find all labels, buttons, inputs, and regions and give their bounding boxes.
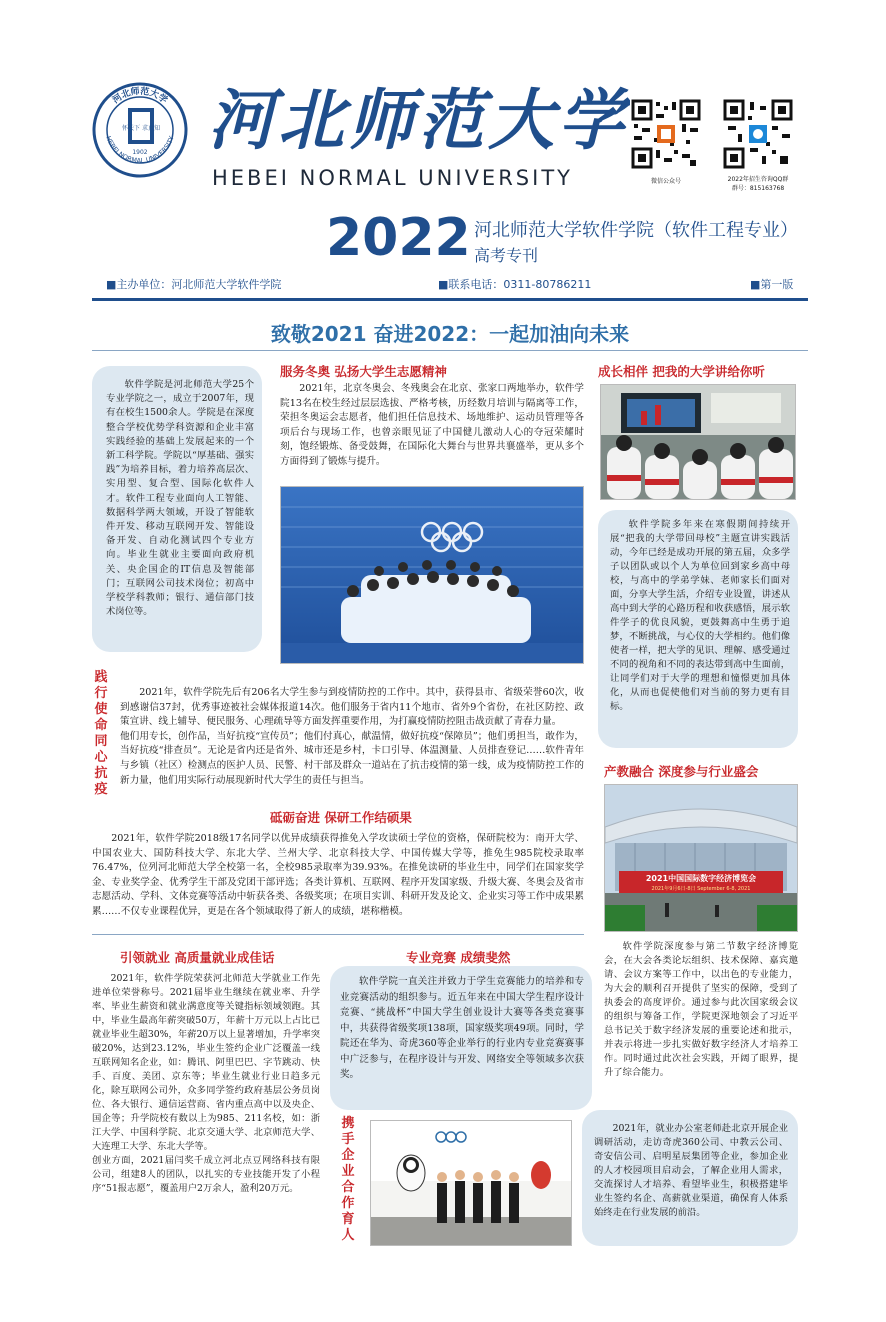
enterprise-visit-photo xyxy=(370,1120,572,1246)
contest-title: 专业竞赛 成绩斐然 xyxy=(406,950,511,965)
seal-bottom-text: HEBEI NORMAL UNIVERSITY xyxy=(104,135,176,165)
intro-box xyxy=(92,366,262,652)
expo-title: 产教融合 深度参与行业盛会 xyxy=(604,764,759,779)
issue-year: 2022 xyxy=(326,208,471,268)
enterprise-side-title: 携手企业 合作育人 xyxy=(341,1116,355,1243)
expo-banner-text: 2021中国国际数字经济博览会 xyxy=(645,874,757,883)
main-headline: 致敬2021 奋进2022：一起加油向未来 xyxy=(270,322,630,346)
qr-code-qq-group[interactable] xyxy=(722,98,794,170)
qr-qq-caption-line2: 群号：815163768 xyxy=(731,185,785,192)
postgrad-title: 砥砺奋进 保研工作结硕果 xyxy=(270,810,412,825)
expo-banner-subtext: 2021年9月6日-8日 September 6-8, 2021 xyxy=(651,886,751,892)
winter-volunteers-photo xyxy=(280,486,584,664)
epidemic-side-title: 践行使命 同心抗疫 xyxy=(94,670,108,797)
info-bar xyxy=(92,274,808,294)
study-divider xyxy=(92,934,584,935)
seal-year: 1902 xyxy=(132,149,148,156)
classroom-talk-photo xyxy=(600,384,796,500)
seal-top-text: 河北师范大学 xyxy=(111,86,169,106)
growth-text: 软件学院多年来在寒假期间持续开展“把我的大学带回母校”主题宣讲实践活动，今年已经是成功开展的第五届，众多学子以团队或以个人为单位回到家乡高中母校，与高中的学弟学妹、老师家长们面对面，分享大学生活，介绍专业设置，讲述从高中到大学的心路历程和收获感悟，展示软件学子的优良风貌，更鼓舞高中生勇于追梦，不断挑战，与心仪的大学相约。他们像使者一样，把大学的见识、理解、感受通过不同的视角和不同的表达带到高中生面前，让同学们对于大学的理想和憧憬更加具体化，从而也促使他们对当前的努力更有目标。 xyxy=(610,519,790,712)
issue-subtitle: 高考专刊 xyxy=(474,246,539,265)
university-name-en: HEBEI NORMAL UNIVERSITY xyxy=(212,166,573,190)
qr-code-wechat[interactable] xyxy=(630,98,702,170)
contest-text: 软件学院一直关注并致力于学生竞赛能力的培养和专业竞赛活动的组织参与。近五年来在中国大学生程序设计竞赛、“挑战杯”中国大学生创业设计大赛等各类竞赛事中，共获得省级奖项138项，国家级奖项49项。同时，学院还在华为、奇虎360等企业举行的行业内专业竞赛赛事中广泛参与，在程序设计与开发、网络安全等领域多次获奖。 xyxy=(340,976,584,1080)
enterprise-text: 2021年，就业办公室老师赴北京开展企业调研活动，走访奇虎360公司、中教云公司、奇安信公司、启明星辰集团等企业，参加企业的人才校园项目启动会，了解企业用人需求，交流探讨人才培养、看望毕业生，积极搭建毕业生签约名企、高薪就业渠道，确保育人体系始终走在行业发展的前沿。 xyxy=(594,1123,788,1218)
enterprise-box xyxy=(582,1110,798,1246)
winter-olympics-title: 服务冬奥 弘扬大学生志愿精神 xyxy=(280,364,447,379)
qr-wechat-caption: 微信公众号 xyxy=(650,178,681,185)
contest-box xyxy=(330,966,592,1110)
university-name-cn: 河北师范大学 xyxy=(208,81,628,159)
expo-venue-photo xyxy=(604,784,798,932)
page-label: ■第一版 xyxy=(750,278,794,291)
postgrad-text: 2021年，软件学院2018级17名同学以优异成绩获得推免入学攻读硕士学位的资格，保研院校为：南开大学、中国农业大、国防科技大学、东北大学、兰州大学、北京科技大学、中国传媒大学等，推免生985院校录取率76.47%，位列河北师范大学全校第一名，全校985录取率为39.93%。在推免读研的毕业生中，同学们在国家奖学金、专业奖学金、优秀学生干部及党团干部评选；各类计算机、互联网、程序开发国家级、升级大赛、冬奥会及省市志愿活动、学科、文体竞赛等活动中斩获各类、各级奖项；在项目实训、科研开发及论文、企业实习等工作中成果累累……不仅专业课程优异，更是在各个领域取得了新人的成绩，堪称楷模。 xyxy=(92,833,584,917)
employment-title: 引领就业 高质量就业成佳话 xyxy=(120,950,275,965)
issue-title: 河北师范大学软件学院（软件工程专业） xyxy=(474,220,798,241)
intro-text: 软件学院是河北师范大学25个专业学院之一，成立于2007年，现有在校生1500余人。学院是在深度整合学校优势学科资源和企业丰富实践经验的基础上发展起来的一个新工科学院。学院以“厚基础、强实践”为培养目标，着力培养高层次、实用型、复合型、国际化软件人才。软件工程专业面向人工智能、数据科学两大领域，开设了智能软件开发、移动互联网开发、智能设备开发、自动化测试四个专业方向。毕业生就业主要面向政府机关、央企国企的IT信息及智能部门；互联网公司技术岗位；初高中学校学科教师；银行、通信部门技术岗位等。 xyxy=(106,379,254,618)
expo-text: 软件学院深度参与第二节数字经济博览会，在大会各类论坛组织、技术保障、嘉宾邀请、会议方案等工作中，以出色的专业能力，为大会的顺利召开提供了坚实的保障，受到了执委会的高度评价。通过参与此次国家级会议的组织与筹备工作，学院更深地领会了习近平总书记关于数字经济发展的重要论述和批示，并表示将进一步扎实做好数字经济人才培养工作。同时通过此次社会实践，开阔了眼界，提升了综合能力。 xyxy=(604,941,798,1078)
epidemic-text: 2021年，软件学院先后有206名大学生参与到疫情防控的工作中。其中，获得县市、省级荣誉60次，收到感谢信37封，优秀事迹被社会媒体报道14次。他们服务于省内11个地市、省外9个省份，在社区防控、政策宣讲、线上辅导、便民服务、心理疏导等方面发挥重要作用，为打赢疫情防控阻击战贡献了青春力量。 他们用专长，创作品，当好抗疫“宣传员”；他们付真心，献温情，做好抗疫“保障员”；他们勇担当，敢作为，当好抗疫“排查员”。无论是省内还是省外、城市还是乡村，卡口引导、体温测量、人员排查登记……软件青年与乡镇（社区）检测点的医护人员、民警、村干部及群众一道站在了抗击疫情的第一线，成为疫情防控工作的新力量，他们用实际行动展现新时代大学生的责任与担当。 xyxy=(120,687,584,786)
growth-title: 成长相伴 把我的大学讲给你听 xyxy=(598,364,765,379)
university-seal xyxy=(92,82,188,178)
header-divider xyxy=(92,298,808,301)
qr-qq-caption-line1: 2022年招生咨询QQ群 xyxy=(727,176,789,183)
phone-label: ■联系电话：0311-80786211 xyxy=(438,278,592,291)
winter-olympics-text: 2021年，北京冬奥会、冬残奥会在北京、张家口两地举办，软件学院13名在校生经过层层选拔、严格考核，历经数月培训与隔离等工作，荣担冬奥运会志愿者，他们担任信息技术、场地维护、运动员管理等各项后台与现场工作，也曾亲眼见证了中国健儿激动人心的夺冠荣耀时刻，饱经锻炼、备受鼓舞，在国际化大舞台与世界共襄盛举，更从多个方面得到了锻炼与提升。 xyxy=(280,383,584,467)
headline-divider xyxy=(92,350,808,351)
sponsor-label: ■主办单位：河北师范大学软件学院 xyxy=(106,278,282,291)
employment-text: 2021年，软件学院荣获河北师范大学就业工作先进单位荣誉称号。2021届毕业生继续在就业率、升学率、毕业生薪资和就业满意度等关键指标领域领跑。其中，毕业生最高年薪突破50万，年薪十万元以上占比已就业毕业生超30%，年薪20万以上显著增加，升学率突破20%，达到23.12%，毕业生签约企业广泛覆盖一线互联网知名企业，如：腾讯、阿里巴巴、字节跳动、快手、百度、美团、京东等；毕业生就业行业日趋多元化，除互联网公司外，众多同学签约政府基层公务员岗位、各大银行、通信运营商、省内重点高中以及央企、国企等；升学院校有数以上为985、211名校，如：浙江大学、中国科学院、北京交通大学、北京师范大学、大连理工大学、东北大学等。 创业方面，2021届闫奖千成立河北点豆网络科技有限公司，组建8人的团队，以扎实的专业技能开发了小程序“51报志愿”，覆盖用户2万余人，盈利20万元。 xyxy=(92,973,320,1194)
seal-motto: 怀天下 求真知 xyxy=(122,125,160,132)
growth-box xyxy=(598,510,798,748)
